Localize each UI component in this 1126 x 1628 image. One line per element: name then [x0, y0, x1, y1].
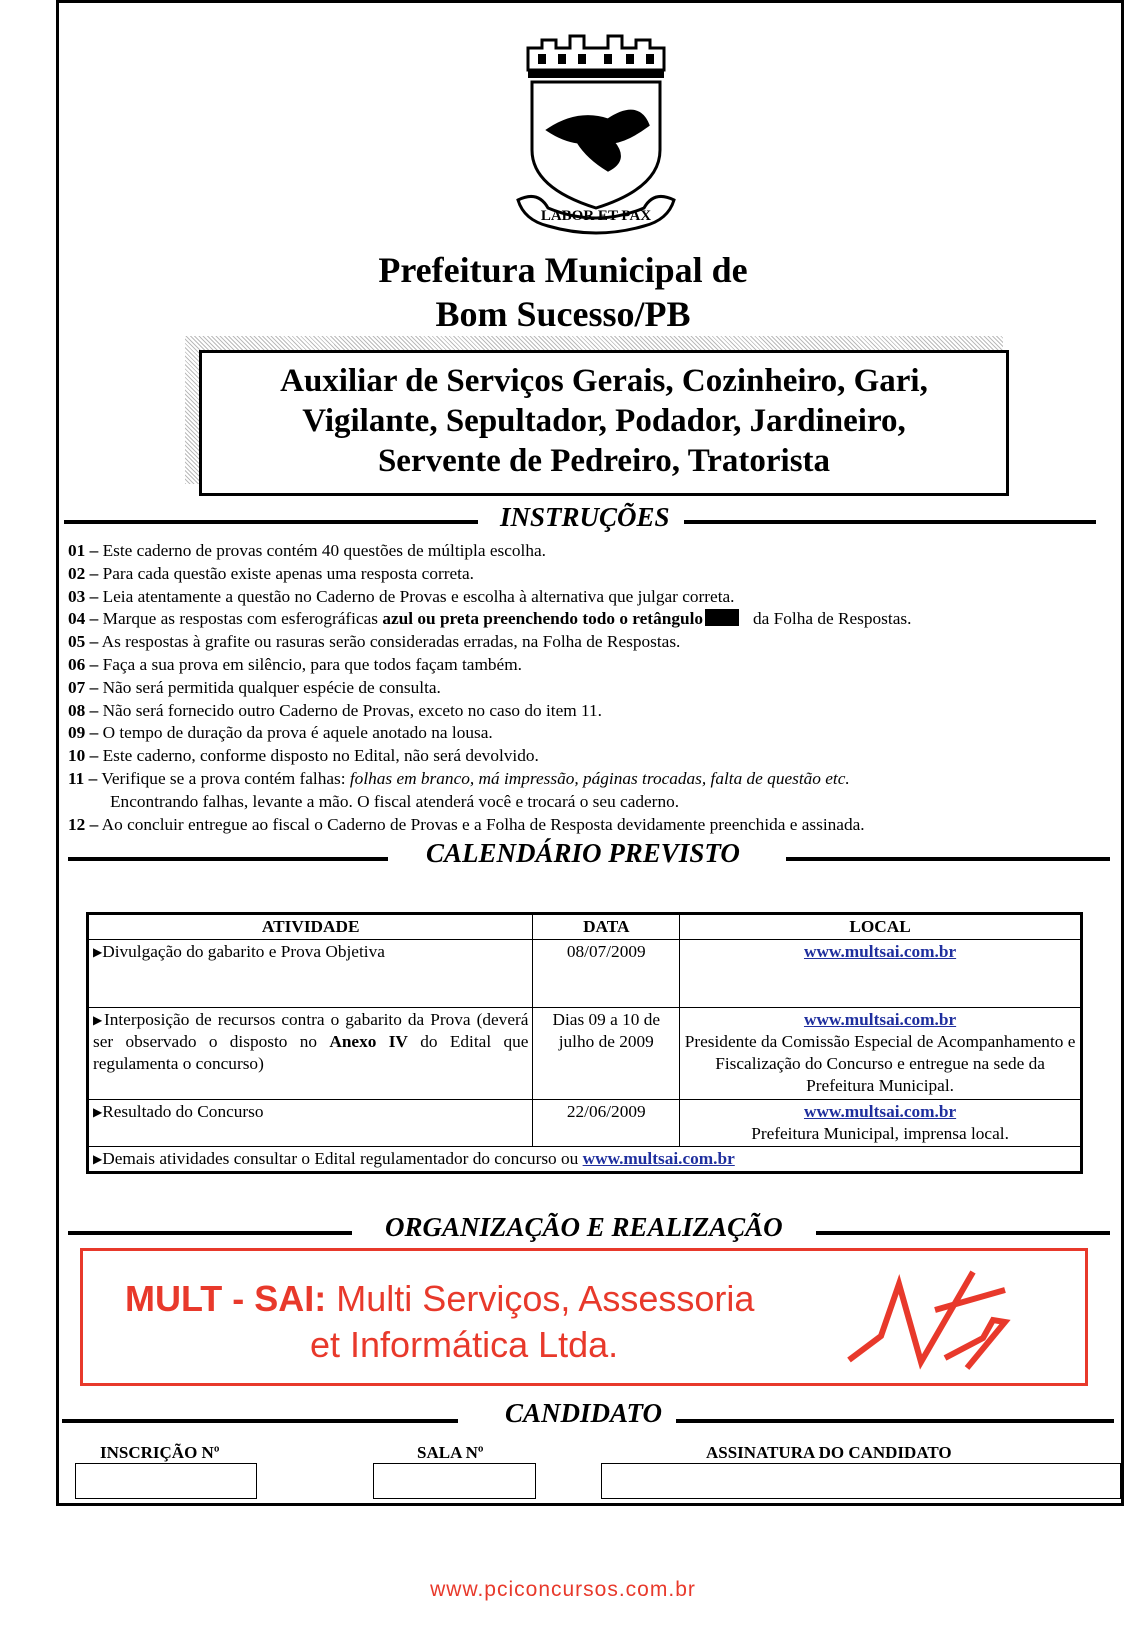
triangle-bullet-icon: ▶ [93, 945, 103, 959]
divider [62, 1419, 458, 1423]
divider [68, 1231, 352, 1235]
instruction-num: 03 – [68, 586, 99, 606]
page-title-line1: Prefeitura Municipal de [378, 250, 748, 290]
instruction-item [68, 768, 1118, 791]
calendar-heading: CALENDÁRIO PREVISTO [426, 838, 740, 868]
instructions-list [68, 540, 1118, 836]
organization-heading: ORGANIZAÇÃO E REALIZAÇÃO [385, 1212, 783, 1242]
instruction-text: Não será permitida qualquer espécie de consulta. [102, 677, 441, 697]
instruction-num: 02 – [68, 563, 99, 583]
table-footer-row [88, 1147, 1082, 1173]
instruction-num: 06 – [68, 654, 99, 674]
instruction-text: Este caderno, conforme disposto no Edital, não será devolvido. [102, 746, 539, 766]
date-cell: Dias 09 a 10 de julho de 2009 [533, 1008, 680, 1100]
local-cell [680, 940, 1082, 1008]
multsai-link[interactable]: www.multsai.com.br [582, 1149, 735, 1168]
instruction-item [68, 586, 1118, 609]
page-title-line2: Bom Sucesso/PB [435, 294, 691, 334]
activity-cell [88, 1100, 533, 1147]
org-name-line2: et Informática Ltda. [310, 1324, 619, 1365]
divider [64, 520, 478, 524]
instruction-item [68, 677, 1118, 700]
mult-sai-logo [845, 1262, 1015, 1374]
sala-label: SALA Nº [417, 1443, 484, 1462]
date-cell: 08/07/2009 [533, 940, 680, 1008]
instruction-item [68, 722, 1118, 745]
instruction-text: Encontrando falhas, levante a mão. O fiscal atenderá você e trocará o seu caderno. [110, 791, 680, 811]
table-row [88, 1100, 1082, 1147]
instruction-num: 04 – [68, 609, 99, 629]
org-name-bold: MULT - SAI: [125, 1278, 327, 1319]
instruction-item [68, 631, 1118, 654]
triangle-bullet-icon: ▶ [93, 1152, 103, 1166]
instruction-item [68, 563, 1118, 586]
instruction-num: 11 – [68, 768, 98, 788]
instruction-text: Este caderno de provas contém 40 questões de múltipla escolha. [102, 541, 546, 560]
instruction-text-bold: azul ou preta preenchendo todo o retângulo [382, 609, 704, 629]
instruction-text: Para cada questão existe apenas uma resposta correta. [102, 563, 474, 583]
table-row [88, 1008, 1082, 1100]
inscricao-label: INSCRIÇÃO Nº [100, 1443, 220, 1462]
instruction-num: 08 – [68, 700, 99, 720]
column-header: LOCAL [680, 914, 1082, 940]
instruction-item [68, 745, 1118, 768]
instruction-text: Não será fornecido outro Caderno de Provas, exceto no caso do item 11. [102, 700, 602, 720]
instruction-num: 05 – [68, 632, 99, 652]
instruction-num: 12 – [68, 814, 99, 834]
activity-text: Interposição de recursos contra o gabarito da Prova (deverá ser observado o disposto no [93, 1010, 529, 1051]
local-extra: Presidente da Comissão Especial de Acompanhamento e Fiscalização do Concurso e entregue na sede da Prefeitura Municipal. [684, 1032, 1076, 1095]
footer-text: Demais atividades consultar o Edital regulamentador do concurso ou [102, 1149, 583, 1168]
multsai-link[interactable]: www.multsai.com.br [803, 1010, 957, 1029]
instruction-num: 09 – [68, 723, 99, 743]
divider [684, 520, 1096, 524]
activity-cell [88, 940, 533, 1008]
triangle-bullet-icon: ▶ [93, 1105, 103, 1119]
divider [676, 1419, 1114, 1423]
roles-box [199, 350, 1009, 496]
instruction-text: O tempo de duração da prova é aquele anotado na lousa. [102, 723, 493, 743]
municipal-crest [508, 30, 684, 236]
instructions-heading: INSTRUÇÕES [500, 502, 670, 532]
activity-text: Divulgação do gabarito e Prova Objetiva [102, 942, 385, 961]
column-header: DATA [533, 914, 680, 940]
date-cell: 22/06/2009 [533, 1100, 680, 1147]
instruction-item-continuation [68, 791, 1118, 814]
instruction-text: Faça a sua prova em silêncio, para que todos façam também. [102, 654, 522, 674]
triangle-bullet-icon: ▶ [93, 1013, 104, 1027]
assinatura-label: ASSINATURA DO CANDIDATO [706, 1443, 952, 1462]
instruction-text: Ao concluir entregue ao fiscal o Caderno de Provas e a Folha de Resposta devidamente preenchida e assinada. [101, 814, 865, 834]
instruction-text-italic: folhas em branco, má impressão, páginas trocadas, falta de questão etc. [349, 768, 850, 788]
sala-field[interactable] [373, 1463, 536, 1499]
instruction-text: As respostas à grafite ou rasuras serão consideradas erradas, na Folha de Respostas. [101, 632, 681, 652]
column-header: ATIVIDADE [88, 914, 533, 940]
roles-line1: Auxiliar de Serviços Gerais, Cozinheiro, Gari, [280, 363, 928, 399]
organization-name [125, 1276, 845, 1368]
roles-line2: Vigilante, Sepultador, Podador, Jardineiro, [302, 403, 906, 439]
instruction-item [68, 540, 1118, 563]
multsai-link[interactable]: www.multsai.com.br [803, 942, 957, 961]
instruction-text: da Folha de Respostas. [753, 609, 912, 629]
instruction-item [68, 814, 1118, 837]
footer-cell [88, 1147, 1082, 1173]
assinatura-field[interactable] [601, 1463, 1121, 1499]
footer-url[interactable]: www.pciconcursos.com.br [430, 1578, 696, 1601]
instruction-num: 01 – [68, 541, 99, 560]
activity-text-bold: Anexo IV [329, 1032, 408, 1051]
instruction-text: Marque as respostas com esferográficas [102, 609, 383, 629]
instruction-item [68, 700, 1118, 723]
instruction-num: 07 – [68, 677, 99, 697]
instruction-item [68, 608, 1118, 631]
divider [786, 857, 1110, 861]
crest-motto: LABOR ET PAX [540, 208, 652, 224]
instruction-num: 10 – [68, 746, 99, 766]
activity-cell [88, 1008, 533, 1100]
local-cell [680, 1100, 1082, 1147]
inscricao-field[interactable] [75, 1463, 257, 1499]
org-name-rest: Multi Serviços, Assessoria [326, 1278, 755, 1319]
instruction-text: Verifique se a prova contém falhas: [101, 768, 350, 788]
roles-line3: Servente de Pedreiro, Tratorista [377, 443, 831, 479]
calendar-table [86, 912, 1083, 1174]
local-cell [680, 1008, 1082, 1100]
table-header-row [88, 914, 1082, 940]
local-extra: Prefeitura Municipal, imprensa local. [751, 1124, 1009, 1143]
divider [816, 1231, 1110, 1235]
activity-text: do Edital que regulamenta o concurso) [93, 1032, 529, 1073]
multsai-link[interactable]: www.multsai.com.br [803, 1102, 957, 1121]
candidate-heading: CANDIDATO [505, 1398, 663, 1428]
instruction-item [68, 654, 1118, 677]
table-row [88, 940, 1082, 1008]
activity-text: Resultado do Concurso [102, 1102, 264, 1121]
filled-rectangle-icon [705, 609, 739, 626]
divider [68, 857, 388, 861]
instruction-text: Leia atentamente a questão no Caderno de Provas e escolha à alternativa que julgar correta. [102, 586, 735, 606]
